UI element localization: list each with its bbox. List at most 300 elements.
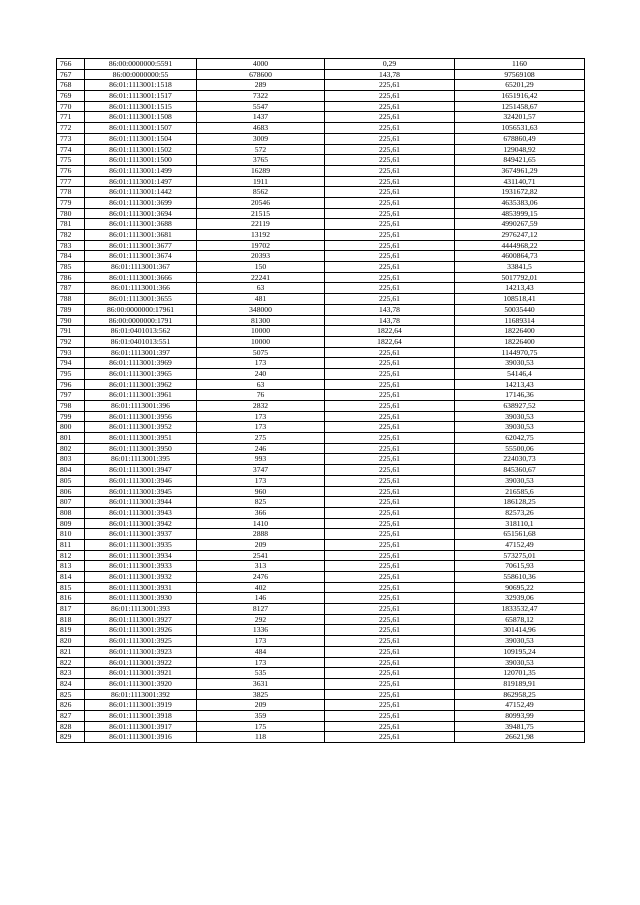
value-cell: 14213,43 (455, 379, 585, 390)
value-cell: 678860,49 (455, 133, 585, 144)
table-row (57, 155, 585, 166)
cadastral-number-cell: 86:00:0000000:17961 (85, 304, 197, 315)
value-cell: 324201,57 (455, 112, 585, 123)
area-cell: 81300 (197, 315, 325, 326)
table-row (57, 454, 585, 465)
cadastral-number-cell: 86:01:1113001:3925 (85, 636, 197, 647)
table-row (57, 230, 585, 241)
area-cell: 20393 (197, 251, 325, 262)
row-number-cell: 769 (57, 91, 85, 102)
value-cell: 39030,53 (455, 636, 585, 647)
rate-cell: 0,29 (325, 59, 455, 70)
row-number-cell: 826 (57, 700, 85, 711)
value-cell: 651561,68 (455, 529, 585, 540)
value-cell: 1931672,82 (455, 187, 585, 198)
rate-cell: 225,61 (325, 368, 455, 379)
rate-cell: 225,61 (325, 91, 455, 102)
area-cell: 2888 (197, 529, 325, 540)
cadastral-number-cell: 86:01:1113001:3918 (85, 710, 197, 721)
rate-cell: 225,61 (325, 507, 455, 518)
table-row (57, 240, 585, 251)
row-number-cell: 815 (57, 582, 85, 593)
table-row (57, 80, 585, 91)
cadastral-number-cell: 86:01:1113001:3917 (85, 721, 197, 732)
table-row (57, 486, 585, 497)
area-cell: 2541 (197, 550, 325, 561)
cadastral-number-cell: 86:01:1113001:3694 (85, 208, 197, 219)
row-number-cell: 818 (57, 614, 85, 625)
rate-cell: 225,61 (325, 625, 455, 636)
row-number-cell: 816 (57, 593, 85, 604)
rate-cell: 225,61 (325, 443, 455, 454)
rate-cell: 225,61 (325, 144, 455, 155)
value-cell: 4990267,59 (455, 219, 585, 230)
table-row (57, 401, 585, 412)
row-number-cell: 771 (57, 112, 85, 123)
area-cell: 20546 (197, 197, 325, 208)
area-cell: 3009 (197, 133, 325, 144)
table-row (57, 390, 585, 401)
table-row (57, 197, 585, 208)
cadastral-number-cell: 86:01:1113001:393 (85, 604, 197, 615)
cadastral-number-cell: 86:01:1113001:1499 (85, 165, 197, 176)
row-number-cell: 802 (57, 443, 85, 454)
row-number-cell: 799 (57, 411, 85, 422)
rate-cell: 225,61 (325, 251, 455, 262)
table-row (57, 91, 585, 102)
value-cell: 3674961,29 (455, 165, 585, 176)
table-row (57, 101, 585, 112)
area-cell: 22119 (197, 219, 325, 230)
area-cell: 3747 (197, 465, 325, 476)
rate-cell: 1822,64 (325, 336, 455, 347)
value-cell: 55500,06 (455, 443, 585, 454)
row-number-cell: 782 (57, 230, 85, 241)
cadastral-number-cell: 86:01:1113001:3927 (85, 614, 197, 625)
value-cell: 5017792,01 (455, 272, 585, 283)
row-number-cell: 821 (57, 646, 85, 657)
value-cell: 4853999,15 (455, 208, 585, 219)
rate-cell: 225,61 (325, 294, 455, 305)
area-cell: 2476 (197, 572, 325, 583)
value-cell: 638927,52 (455, 401, 585, 412)
area-cell: 16289 (197, 165, 325, 176)
cadastral-number-cell: 86:01:0401013:562 (85, 326, 197, 337)
row-number-cell: 804 (57, 465, 85, 476)
rate-cell: 225,61 (325, 390, 455, 401)
value-cell: 1833532,47 (455, 604, 585, 615)
value-cell: 4635383,06 (455, 197, 585, 208)
cadastral-number-cell: 86:01:1113001:3952 (85, 422, 197, 433)
row-number-cell: 777 (57, 176, 85, 187)
area-cell: 8562 (197, 187, 325, 198)
area-cell: 1336 (197, 625, 325, 636)
value-cell: 4600864,73 (455, 251, 585, 262)
area-cell: 150 (197, 262, 325, 273)
value-cell: 50035440 (455, 304, 585, 315)
area-cell: 1410 (197, 518, 325, 529)
row-number-cell: 827 (57, 710, 85, 721)
value-cell: 2976247,12 (455, 230, 585, 241)
area-cell: 1437 (197, 112, 325, 123)
row-number-cell: 822 (57, 657, 85, 668)
cadastral-number-cell: 86:01:1113001:392 (85, 689, 197, 700)
cadastral-number-cell: 86:01:1113001:3942 (85, 518, 197, 529)
cadastral-number-cell: 86:01:1113001:3943 (85, 507, 197, 518)
value-cell: 14213,43 (455, 283, 585, 294)
table-row (57, 668, 585, 679)
cadastral-number-cell: 86:01:1113001:3655 (85, 294, 197, 305)
rate-cell: 225,61 (325, 465, 455, 476)
row-number-cell: 784 (57, 251, 85, 262)
rate-cell: 225,61 (325, 155, 455, 166)
area-cell: 275 (197, 433, 325, 444)
table-row (57, 710, 585, 721)
row-number-cell: 766 (57, 59, 85, 70)
cadastral-number-cell: 86:01:1113001:3950 (85, 443, 197, 454)
value-cell: 32939,06 (455, 593, 585, 604)
rate-cell: 225,61 (325, 668, 455, 679)
area-cell: 209 (197, 539, 325, 550)
area-cell: 348000 (197, 304, 325, 315)
table-row (57, 507, 585, 518)
rate-cell: 225,61 (325, 358, 455, 369)
row-number-cell: 780 (57, 208, 85, 219)
rate-cell: 225,61 (325, 636, 455, 647)
row-number-cell: 787 (57, 283, 85, 294)
table-row (57, 465, 585, 476)
row-number-cell: 806 (57, 486, 85, 497)
cadastral-number-cell: 86:01:1113001:3916 (85, 732, 197, 743)
rate-cell: 225,61 (325, 123, 455, 134)
cadastral-number-cell: 86:01:1113001:3681 (85, 230, 197, 241)
rate-cell: 225,61 (325, 272, 455, 283)
rate-cell: 143,78 (325, 304, 455, 315)
row-number-cell: 772 (57, 123, 85, 134)
value-cell: 65201,29 (455, 80, 585, 91)
row-number-cell: 820 (57, 636, 85, 647)
cadastral-number-cell: 86:01:1113001:3962 (85, 379, 197, 390)
rate-cell: 225,61 (325, 475, 455, 486)
area-cell: 146 (197, 593, 325, 604)
rate-cell: 225,61 (325, 80, 455, 91)
area-cell: 2832 (197, 401, 325, 412)
area-cell: 960 (197, 486, 325, 497)
table-row (57, 112, 585, 123)
row-number-cell: 809 (57, 518, 85, 529)
table-row (57, 59, 585, 70)
row-number-cell: 796 (57, 379, 85, 390)
value-cell: 1251458,67 (455, 101, 585, 112)
row-number-cell: 823 (57, 668, 85, 679)
rate-cell: 225,61 (325, 572, 455, 583)
rate-cell: 225,61 (325, 732, 455, 743)
area-cell: 22241 (197, 272, 325, 283)
row-number-cell: 781 (57, 219, 85, 230)
cadastral-number-cell: 86:00:0000000:1791 (85, 315, 197, 326)
area-cell: 209 (197, 700, 325, 711)
table-row (57, 443, 585, 454)
table-row (57, 550, 585, 561)
rate-cell: 225,61 (325, 347, 455, 358)
rate-cell: 225,61 (325, 208, 455, 219)
value-cell: 845360,67 (455, 465, 585, 476)
rate-cell: 225,61 (325, 721, 455, 732)
rate-cell: 225,61 (325, 187, 455, 198)
row-number-cell: 824 (57, 678, 85, 689)
table-row (57, 497, 585, 508)
value-cell: 39030,53 (455, 657, 585, 668)
table-row (57, 518, 585, 529)
value-cell: 1144970,75 (455, 347, 585, 358)
area-cell: 173 (197, 422, 325, 433)
value-cell: 1160 (455, 59, 585, 70)
area-cell: 484 (197, 646, 325, 657)
value-cell: 108518,41 (455, 294, 585, 305)
value-cell: 39030,53 (455, 422, 585, 433)
cadastral-number-cell: 86:01:1113001:1507 (85, 123, 197, 134)
table-row (57, 379, 585, 390)
rate-cell: 225,61 (325, 593, 455, 604)
cadastral-number-cell: 86:01:1113001:3931 (85, 582, 197, 593)
row-number-cell: 773 (57, 133, 85, 144)
rate-cell: 225,61 (325, 283, 455, 294)
row-number-cell: 770 (57, 101, 85, 112)
rate-cell: 225,61 (325, 657, 455, 668)
row-number-cell: 829 (57, 732, 85, 743)
rate-cell: 225,61 (325, 262, 455, 273)
table-row (57, 475, 585, 486)
area-cell: 63 (197, 379, 325, 390)
area-cell: 1911 (197, 176, 325, 187)
table-row (57, 529, 585, 540)
rate-cell: 225,61 (325, 401, 455, 412)
rate-cell: 225,61 (325, 165, 455, 176)
area-cell: 19702 (197, 240, 325, 251)
row-number-cell: 813 (57, 561, 85, 572)
area-cell: 63 (197, 283, 325, 294)
area-cell: 292 (197, 614, 325, 625)
cadastral-number-cell: 86:01:1113001:3935 (85, 539, 197, 550)
cadastral-number-cell: 86:01:1113001:3932 (85, 572, 197, 583)
value-cell: 39030,53 (455, 475, 585, 486)
area-cell: 572 (197, 144, 325, 155)
row-number-cell: 805 (57, 475, 85, 486)
cadastral-number-cell: 86:01:1113001:3937 (85, 529, 197, 540)
row-number-cell: 808 (57, 507, 85, 518)
area-cell: 173 (197, 475, 325, 486)
row-number-cell: 801 (57, 433, 85, 444)
cadastral-number-cell: 86:01:1113001:1497 (85, 176, 197, 187)
table-row (57, 721, 585, 732)
cadastral-number-cell: 86:01:1113001:1504 (85, 133, 197, 144)
value-cell: 573275,01 (455, 550, 585, 561)
cadastral-number-cell: 86:01:1113001:366 (85, 283, 197, 294)
row-number-cell: 794 (57, 358, 85, 369)
value-cell: 318110,1 (455, 518, 585, 529)
area-cell: 10000 (197, 336, 325, 347)
cadastral-number-cell: 86:01:1113001:3923 (85, 646, 197, 657)
cadastral-number-cell: 86:01:1113001:1515 (85, 101, 197, 112)
value-cell: 65878,12 (455, 614, 585, 625)
table-row (57, 283, 585, 294)
rate-cell: 225,61 (325, 561, 455, 572)
rate-cell: 225,61 (325, 689, 455, 700)
value-cell: 558610,36 (455, 572, 585, 583)
table-row (57, 326, 585, 337)
value-cell: 1651916,42 (455, 91, 585, 102)
cadastral-number-cell: 86:01:1113001:3956 (85, 411, 197, 422)
area-cell: 118 (197, 732, 325, 743)
cadastral-number-cell: 86:01:1113001:1442 (85, 187, 197, 198)
table-row (57, 689, 585, 700)
row-number-cell: 774 (57, 144, 85, 155)
value-cell: 18226400 (455, 326, 585, 337)
rate-cell: 225,61 (325, 518, 455, 529)
area-cell: 402 (197, 582, 325, 593)
value-cell: 47152,49 (455, 700, 585, 711)
table-row (57, 700, 585, 711)
row-number-cell: 775 (57, 155, 85, 166)
table-row (57, 315, 585, 326)
value-cell: 431140,71 (455, 176, 585, 187)
row-number-cell: 783 (57, 240, 85, 251)
table-row (57, 593, 585, 604)
table-row (57, 572, 585, 583)
area-cell: 5075 (197, 347, 325, 358)
rate-cell: 143,78 (325, 69, 455, 80)
table-row (57, 123, 585, 134)
rate-cell: 225,61 (325, 411, 455, 422)
table-row (57, 368, 585, 379)
rate-cell: 225,61 (325, 582, 455, 593)
rate-cell: 225,61 (325, 422, 455, 433)
table-row (57, 208, 585, 219)
value-cell: 39481,75 (455, 721, 585, 732)
cadastral-number-cell: 86:01:1113001:3946 (85, 475, 197, 486)
cadastral-number-cell: 86:01:1113001:367 (85, 262, 197, 273)
cadastral-number-cell: 86:01:1113001:3934 (85, 550, 197, 561)
table-row (57, 561, 585, 572)
rate-cell: 225,61 (325, 133, 455, 144)
cadastral-number-cell: 86:01:1113001:1517 (85, 91, 197, 102)
value-cell: 120701,35 (455, 668, 585, 679)
area-cell: 240 (197, 368, 325, 379)
value-cell: 54146,4 (455, 368, 585, 379)
value-cell: 216585,6 (455, 486, 585, 497)
area-cell: 289 (197, 80, 325, 91)
rate-cell: 225,61 (325, 112, 455, 123)
area-cell: 313 (197, 561, 325, 572)
area-cell: 76 (197, 390, 325, 401)
rate-cell: 225,61 (325, 710, 455, 721)
area-cell: 7322 (197, 91, 325, 102)
row-number-cell: 819 (57, 625, 85, 636)
cadastral-number-cell: 86:01:1113001:1500 (85, 155, 197, 166)
area-cell: 993 (197, 454, 325, 465)
table-body (57, 59, 585, 743)
rate-cell: 225,61 (325, 101, 455, 112)
cadastral-number-cell: 86:00:0000000:55 (85, 69, 197, 80)
row-number-cell: 791 (57, 326, 85, 337)
table-row (57, 251, 585, 262)
table-row (57, 657, 585, 668)
area-cell: 3765 (197, 155, 325, 166)
table-row (57, 219, 585, 230)
area-cell: 678600 (197, 69, 325, 80)
rate-cell: 225,61 (325, 379, 455, 390)
cadastral-number-cell: 86:01:1113001:3666 (85, 272, 197, 283)
row-number-cell: 798 (57, 401, 85, 412)
cadastral-number-cell: 86:01:1113001:397 (85, 347, 197, 358)
cadastral-number-cell: 86:01:1113001:3926 (85, 625, 197, 636)
table-row (57, 732, 585, 743)
table-row (57, 187, 585, 198)
cadastral-number-cell: 86:01:1113001:3674 (85, 251, 197, 262)
cadastral-number-cell: 86:01:1113001:3688 (85, 219, 197, 230)
rate-cell: 225,61 (325, 604, 455, 615)
value-cell: 819189,91 (455, 678, 585, 689)
area-cell: 21515 (197, 208, 325, 219)
value-cell: 11689314 (455, 315, 585, 326)
rate-cell: 225,61 (325, 176, 455, 187)
value-cell: 33841,5 (455, 262, 585, 273)
area-cell: 5547 (197, 101, 325, 112)
area-cell: 3631 (197, 678, 325, 689)
table-row (57, 678, 585, 689)
cadastral-number-cell: 86:01:1113001:1508 (85, 112, 197, 123)
area-cell: 173 (197, 657, 325, 668)
value-cell: 26621,98 (455, 732, 585, 743)
area-cell: 246 (197, 443, 325, 454)
area-cell: 175 (197, 721, 325, 732)
data-table (56, 58, 585, 743)
table-row (57, 604, 585, 615)
value-cell: 17146,36 (455, 390, 585, 401)
rate-cell: 225,61 (325, 646, 455, 657)
table-row (57, 646, 585, 657)
table-row (57, 625, 585, 636)
table-row (57, 262, 585, 273)
row-number-cell: 792 (57, 336, 85, 347)
value-cell: 70615,93 (455, 561, 585, 572)
table-row (57, 176, 585, 187)
table-row (57, 411, 585, 422)
cadastral-number-cell: 86:01:0401013:551 (85, 336, 197, 347)
table-row (57, 144, 585, 155)
area-cell: 173 (197, 411, 325, 422)
area-cell: 4683 (197, 123, 325, 134)
value-cell: 62042,75 (455, 433, 585, 444)
rate-cell: 225,61 (325, 614, 455, 625)
table-row (57, 422, 585, 433)
cadastral-number-cell: 86:01:1113001:3920 (85, 678, 197, 689)
area-cell: 825 (197, 497, 325, 508)
row-number-cell: 778 (57, 187, 85, 198)
row-number-cell: 800 (57, 422, 85, 433)
row-number-cell: 785 (57, 262, 85, 273)
value-cell: 129048,92 (455, 144, 585, 155)
value-cell: 224030,73 (455, 454, 585, 465)
cadastral-number-cell: 86:00:0000000:5591 (85, 59, 197, 70)
row-number-cell: 828 (57, 721, 85, 732)
area-cell: 4000 (197, 59, 325, 70)
rate-cell: 225,61 (325, 230, 455, 241)
area-cell: 8127 (197, 604, 325, 615)
row-number-cell: 807 (57, 497, 85, 508)
rate-cell: 225,61 (325, 219, 455, 230)
row-number-cell: 817 (57, 604, 85, 615)
